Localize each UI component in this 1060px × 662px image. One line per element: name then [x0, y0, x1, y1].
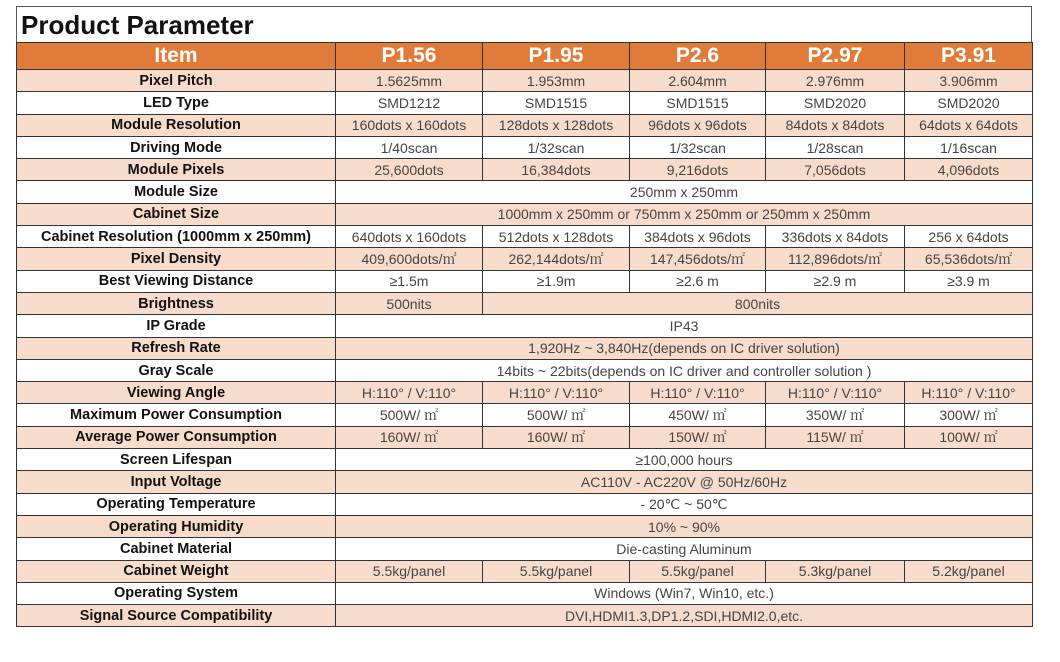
- page-title: Product Parameter: [16, 6, 1032, 42]
- parameter-value: 5.5kg/panel: [630, 560, 766, 582]
- parameter-value: IP43: [336, 315, 1033, 337]
- table-row: [17, 292, 1033, 314]
- table-row: [17, 226, 1033, 248]
- parameter-value: H:110° / V:110°: [766, 382, 905, 404]
- header-model: P2.97: [766, 43, 905, 70]
- header-item: Item: [17, 43, 336, 70]
- parameter-value: 1/32scan: [630, 136, 766, 158]
- parameter-label: Module Size: [17, 181, 336, 203]
- parameter-value: ≥1.5m: [336, 270, 483, 292]
- parameter-value: 262,144dots/㎡: [483, 248, 630, 270]
- table-row: [17, 426, 1033, 448]
- parameter-value: ≥100,000 hours: [336, 449, 1033, 471]
- parameter-value: 25,600dots: [336, 159, 483, 181]
- parameter-table: [16, 42, 1033, 627]
- parameter-value: 5.5kg/panel: [336, 560, 483, 582]
- header-model: P1.95: [483, 43, 630, 70]
- parameter-label: Cabinet Size: [17, 203, 336, 225]
- product-parameter-sheet: [16, 6, 1032, 627]
- parameter-value: Windows (Win7, Win10, etc.): [336, 582, 1033, 604]
- parameter-label: LED Type: [17, 92, 336, 114]
- parameter-value: ≥2.9 m: [766, 270, 905, 292]
- table-row: [17, 70, 1033, 92]
- parameter-value: 1/40scan: [336, 136, 483, 158]
- parameter-value: 300W/ ㎡: [905, 404, 1033, 426]
- parameter-value: SMD1515: [630, 92, 766, 114]
- parameter-value: 112,896dots/㎡: [766, 248, 905, 270]
- parameter-label: Gray Scale: [17, 359, 336, 381]
- parameter-value: 2.976mm: [766, 70, 905, 92]
- table-row: [17, 136, 1033, 158]
- parameter-label: Screen Lifespan: [17, 449, 336, 471]
- parameter-label: Brightness: [17, 292, 336, 314]
- parameter-value: 1,920Hz ~ 3,840Hz(depends on IC driver solution): [336, 337, 1033, 359]
- table-row: [17, 605, 1033, 627]
- table-row: [17, 471, 1033, 493]
- parameter-value: 84dots x 84dots: [766, 114, 905, 136]
- parameter-value: 1.953mm: [483, 70, 630, 92]
- parameter-label: Pixel Density: [17, 248, 336, 270]
- parameter-value: 7,056dots: [766, 159, 905, 181]
- parameter-value: 512dots x 128dots: [483, 226, 630, 248]
- parameter-value: 16,384dots: [483, 159, 630, 181]
- parameter-value: - 20℃ ~ 50℃: [336, 493, 1033, 515]
- parameter-value: DVI,HDMI1.3,DP1.2,SDI,HDMI2.0,etc.: [336, 605, 1033, 627]
- parameter-value: 10% ~ 90%: [336, 515, 1033, 537]
- parameter-value: 1/16scan: [905, 136, 1033, 158]
- parameter-value: H:110° / V:110°: [483, 382, 630, 404]
- parameter-value: ≥3.9 m: [905, 270, 1033, 292]
- parameter-value: 5.3kg/panel: [766, 560, 905, 582]
- parameter-label: Average Power Consumption: [17, 426, 336, 448]
- parameter-value: 9,216dots: [630, 159, 766, 181]
- table-row: [17, 582, 1033, 604]
- table-row: [17, 159, 1033, 181]
- parameter-value: Die-casting Aluminum: [336, 538, 1033, 560]
- table-row: [17, 382, 1033, 404]
- table-row: [17, 92, 1033, 114]
- parameter-value: 128dots x 128dots: [483, 114, 630, 136]
- table-row: [17, 114, 1033, 136]
- parameter-value: 250mm x 250mm: [336, 181, 1033, 203]
- parameter-value: 1.5625mm: [336, 70, 483, 92]
- parameter-label: Module Resolution: [17, 114, 336, 136]
- parameter-value: 5.5kg/panel: [483, 560, 630, 582]
- table-row: [17, 359, 1033, 381]
- parameter-value: SMD1212: [336, 92, 483, 114]
- table-row: [17, 315, 1033, 337]
- parameter-value: ≥2.6 m: [630, 270, 766, 292]
- table-row: [17, 181, 1033, 203]
- table-row: [17, 404, 1033, 426]
- parameter-value: 5.2kg/panel: [905, 560, 1033, 582]
- table-row: [17, 515, 1033, 537]
- parameter-value: 500nits: [336, 292, 483, 314]
- parameter-value: 500W/ ㎡: [336, 404, 483, 426]
- parameter-value: 160dots x 160dots: [336, 114, 483, 136]
- header-model: P3.91: [905, 43, 1033, 70]
- parameter-value: SMD2020: [766, 92, 905, 114]
- parameter-value: 256 x 64dots: [905, 226, 1033, 248]
- parameter-label: Pixel Pitch: [17, 70, 336, 92]
- parameter-value: 150W/ ㎡: [630, 426, 766, 448]
- parameter-label: Operating Humidity: [17, 515, 336, 537]
- parameter-value: 1000mm x 250mm or 750mm x 250mm or 250mm x 250mm: [336, 203, 1033, 225]
- parameter-value: 384dots x 96dots: [630, 226, 766, 248]
- parameter-label: Maximum Power Consumption: [17, 404, 336, 426]
- parameter-value: 100W/ ㎡: [905, 426, 1033, 448]
- parameter-label: Operating System: [17, 582, 336, 604]
- parameter-value: 800nits: [483, 292, 1033, 314]
- parameter-label: Module Pixels: [17, 159, 336, 181]
- parameter-value: 409,600dots/㎡: [336, 248, 483, 270]
- parameter-value: H:110° / V:110°: [336, 382, 483, 404]
- parameter-value: 336dots x 84dots: [766, 226, 905, 248]
- parameter-value: 450W/ ㎡: [630, 404, 766, 426]
- table-row: [17, 248, 1033, 270]
- parameter-value: 640dots x 160dots: [336, 226, 483, 248]
- parameter-value: 4,096dots: [905, 159, 1033, 181]
- parameter-value: 96dots x 96dots: [630, 114, 766, 136]
- table-row: [17, 560, 1033, 582]
- parameter-label: Refresh Rate: [17, 337, 336, 359]
- table-row: [17, 270, 1033, 292]
- table-row: [17, 449, 1033, 471]
- header-model: P1.56: [336, 43, 483, 70]
- parameter-value: 1/32scan: [483, 136, 630, 158]
- parameter-value: 14bits ~ 22bits(depends on IC driver and controller solution ): [336, 359, 1033, 381]
- table-row: [17, 493, 1033, 515]
- parameter-label: Input Voltage: [17, 471, 336, 493]
- parameter-value: H:110° / V:110°: [630, 382, 766, 404]
- parameter-value: 3.906mm: [905, 70, 1033, 92]
- parameter-value: 147,456dots/㎡: [630, 248, 766, 270]
- parameter-value: SMD2020: [905, 92, 1033, 114]
- parameter-label: Cabinet Resolution (1000mm x 250mm): [17, 226, 336, 248]
- parameter-value: ≥1.9m: [483, 270, 630, 292]
- parameter-label: Driving Mode: [17, 136, 336, 158]
- parameter-value: 115W/ ㎡: [766, 426, 905, 448]
- parameter-label: Best Viewing Distance: [17, 270, 336, 292]
- parameter-value: H:110° / V:110°: [905, 382, 1033, 404]
- parameter-label: Signal Source Compatibility: [17, 605, 336, 627]
- parameter-value: 350W/ ㎡: [766, 404, 905, 426]
- parameter-value: AC110V - AC220V @ 50Hz/60Hz: [336, 471, 1033, 493]
- parameter-label: Operating Temperature: [17, 493, 336, 515]
- parameter-value: SMD1515: [483, 92, 630, 114]
- header-model: P2.6: [630, 43, 766, 70]
- parameter-value: 64dots x 64dots: [905, 114, 1033, 136]
- parameter-label: Cabinet Weight: [17, 560, 336, 582]
- parameter-value: 160W/ ㎡: [336, 426, 483, 448]
- parameter-value: 65,536dots/㎡: [905, 248, 1033, 270]
- parameter-value: 500W/ ㎡: [483, 404, 630, 426]
- parameter-label: IP Grade: [17, 315, 336, 337]
- parameter-value: 160W/ ㎡: [483, 426, 630, 448]
- parameter-label: Viewing Angle: [17, 382, 336, 404]
- table-row: [17, 203, 1033, 225]
- parameter-value: 2.604mm: [630, 70, 766, 92]
- table-header-row: [17, 43, 1033, 70]
- parameter-value: 1/28scan: [766, 136, 905, 158]
- table-row: [17, 337, 1033, 359]
- parameter-label: Cabinet Material: [17, 538, 336, 560]
- table-row: [17, 538, 1033, 560]
